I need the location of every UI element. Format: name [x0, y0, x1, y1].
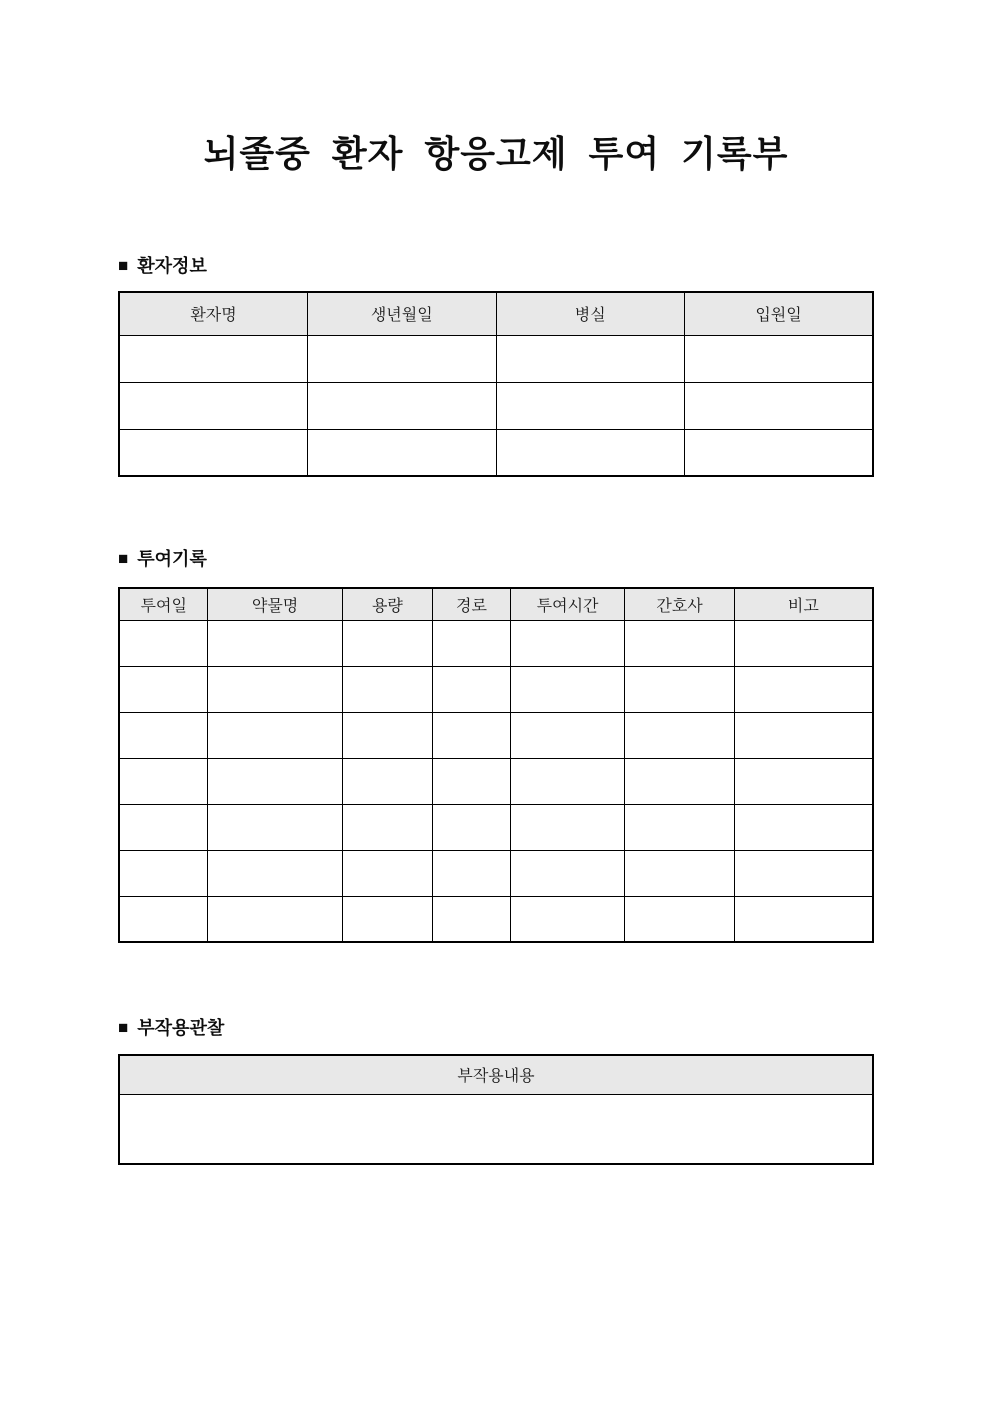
administration-empty-cell[interactable]: [119, 850, 208, 896]
administration-empty-cell[interactable]: [119, 666, 208, 712]
document-content: [118, 254, 874, 1165]
administration-empty-cell[interactable]: [208, 758, 342, 804]
patient_info-column-header-3: 입원일: [685, 292, 874, 335]
administration-empty-cell[interactable]: [208, 804, 342, 850]
patient_info-column-header-2: 병실: [496, 292, 685, 335]
administration-empty-cell[interactable]: [208, 620, 342, 666]
administration-empty-cell[interactable]: [342, 896, 432, 942]
administration-row-1: [119, 666, 873, 712]
section-marker-icon: ■: [118, 1018, 129, 1037]
administration-empty-cell[interactable]: [625, 666, 734, 712]
administration-empty-cell[interactable]: [734, 758, 873, 804]
administration-empty-cell[interactable]: [433, 896, 511, 942]
administration-empty-cell[interactable]: [208, 850, 342, 896]
administration-empty-cell[interactable]: [433, 712, 511, 758]
administration-empty-cell[interactable]: [734, 620, 873, 666]
patient_info-empty-cell[interactable]: [496, 382, 685, 429]
administration-empty-cell[interactable]: [510, 712, 625, 758]
administration-empty-cell[interactable]: [510, 758, 625, 804]
administration-empty-cell[interactable]: [119, 896, 208, 942]
section-heading-label: 투여기록: [137, 549, 207, 569]
administration-empty-cell[interactable]: [625, 896, 734, 942]
section-heading-side-effects: [118, 1016, 874, 1040]
administration-empty-cell[interactable]: [625, 804, 734, 850]
section-administration-record: [118, 547, 874, 943]
administration-empty-cell[interactable]: [433, 758, 511, 804]
administration-empty-cell[interactable]: [734, 666, 873, 712]
administration-row-6: [119, 896, 873, 942]
administration-column-header-5: 간호사: [625, 588, 734, 620]
administration-column-header-4: 투여시간: [510, 588, 625, 620]
patient_info-empty-cell[interactable]: [119, 429, 308, 476]
section-marker-icon: ■: [118, 549, 129, 568]
patient_info-header-row: [119, 292, 873, 335]
patient_info-row-2: [119, 429, 873, 476]
administration-empty-cell[interactable]: [510, 896, 625, 942]
administration-empty-cell[interactable]: [625, 712, 734, 758]
administration-empty-cell[interactable]: [510, 620, 625, 666]
patient_info-empty-cell[interactable]: [308, 335, 497, 382]
administration-row-0: [119, 620, 873, 666]
administration-empty-cell[interactable]: [734, 804, 873, 850]
administration-empty-cell[interactable]: [734, 896, 873, 942]
administration-empty-cell[interactable]: [208, 666, 342, 712]
administration-column-header-2: 용량: [342, 588, 432, 620]
administration-empty-cell[interactable]: [625, 850, 734, 896]
administration-row-5: [119, 850, 873, 896]
administration-empty-cell[interactable]: [208, 712, 342, 758]
patient_info-empty-cell[interactable]: [685, 382, 874, 429]
side_effects-header-row: [119, 1055, 873, 1094]
patient_info-column-header-0: 환자명: [119, 292, 308, 335]
patient_info-column-header-1: 생년월일: [308, 292, 497, 335]
administration-empty-cell[interactable]: [734, 712, 873, 758]
administration-column-header-1: 약물명: [208, 588, 342, 620]
administration-empty-cell[interactable]: [510, 850, 625, 896]
administration-empty-cell[interactable]: [208, 896, 342, 942]
administration-empty-cell[interactable]: [342, 620, 432, 666]
administration-empty-cell[interactable]: [119, 620, 208, 666]
administration-column-header-6: 비고: [734, 588, 873, 620]
section-heading-label: 부작용관찰: [137, 1018, 225, 1038]
administration-empty-cell[interactable]: [433, 620, 511, 666]
patient-info-table: [118, 291, 874, 477]
side_effects-empty-cell[interactable]: [119, 1094, 873, 1164]
administration-empty-cell[interactable]: [625, 758, 734, 804]
administration-empty-cell[interactable]: [433, 804, 511, 850]
administration-empty-cell[interactable]: [510, 666, 625, 712]
administration-row-2: [119, 712, 873, 758]
patient_info-row-0: [119, 335, 873, 382]
administration-empty-cell[interactable]: [342, 850, 432, 896]
administration-empty-cell[interactable]: [510, 804, 625, 850]
section-heading-label: 환자정보: [137, 256, 207, 276]
section-heading-patient-info: [118, 254, 874, 278]
administration-header-row: [119, 588, 873, 620]
administration-column-header-3: 경로: [433, 588, 511, 620]
document-title: 뇌졸중 환자 항응고제 투여 기록부: [203, 133, 789, 174]
administration-empty-cell[interactable]: [119, 712, 208, 758]
section-side-effects: [118, 1016, 874, 1165]
administration-record-table: [118, 587, 874, 943]
patient_info-empty-cell[interactable]: [685, 429, 874, 476]
administration-empty-cell[interactable]: [119, 804, 208, 850]
administration-empty-cell[interactable]: [433, 666, 511, 712]
patient_info-empty-cell[interactable]: [308, 382, 497, 429]
administration-empty-cell[interactable]: [342, 666, 432, 712]
administration-empty-cell[interactable]: [119, 758, 208, 804]
patient_info-empty-cell[interactable]: [308, 429, 497, 476]
side-effects-table: [118, 1054, 874, 1165]
administration-empty-cell[interactable]: [342, 758, 432, 804]
administration-empty-cell[interactable]: [342, 804, 432, 850]
administration-empty-cell[interactable]: [342, 712, 432, 758]
section-patient-info: [118, 254, 874, 477]
section-heading-administration: [118, 547, 874, 571]
administration-empty-cell[interactable]: [625, 620, 734, 666]
administration-row-3: [119, 758, 873, 804]
administration-column-header-0: 투여일: [119, 588, 208, 620]
patient_info-empty-cell[interactable]: [119, 335, 308, 382]
administration-empty-cell[interactable]: [734, 850, 873, 896]
administration-empty-cell[interactable]: [433, 850, 511, 896]
side_effects-column-header-0: 부작용내용: [119, 1055, 873, 1094]
side_effects-row-0: [119, 1094, 873, 1164]
patient_info-empty-cell[interactable]: [496, 335, 685, 382]
patient_info-empty-cell[interactable]: [119, 382, 308, 429]
section-marker-icon: ■: [118, 256, 129, 275]
patient_info-empty-cell[interactable]: [496, 429, 685, 476]
patient_info-empty-cell[interactable]: [685, 335, 874, 382]
patient_info-row-1: [119, 382, 873, 429]
administration-row-4: [119, 804, 873, 850]
